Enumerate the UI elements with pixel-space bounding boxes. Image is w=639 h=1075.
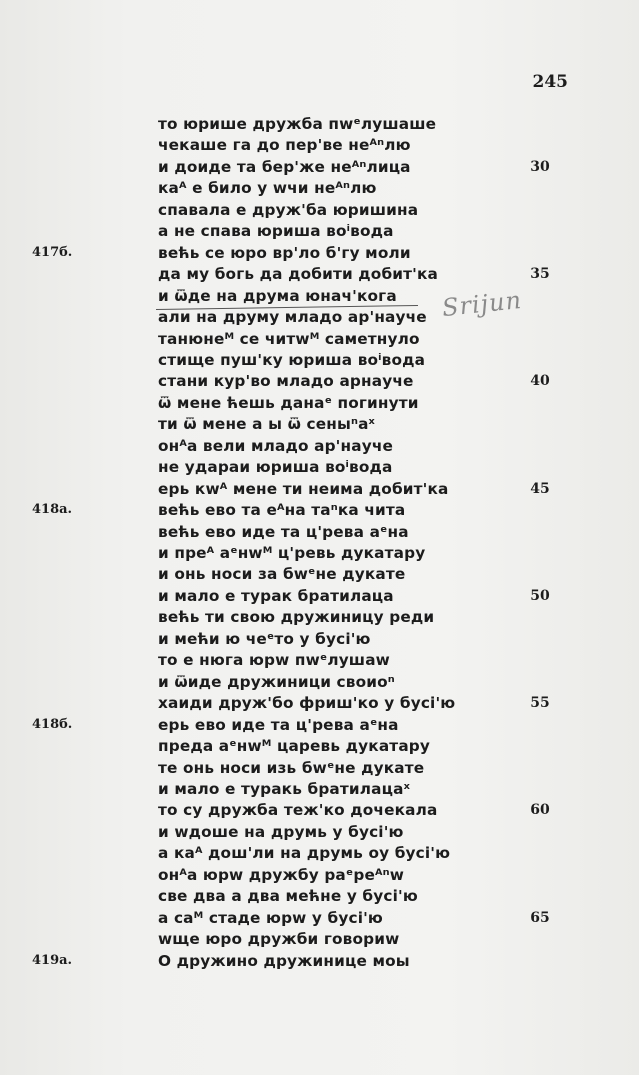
verse-line: стани кур'во младо арнауче [158, 372, 414, 390]
verse-line: да му богь да добити добит'ка [158, 265, 439, 283]
verse-line: каᴬ е било у wчи неᴬⁿлю [158, 179, 377, 197]
verse-line: а каᴬ дош'ли на друмь оу бусі'ю [158, 844, 451, 862]
folio-marker: 418а. [32, 502, 73, 517]
verse-line: већь се юро вр'ло б'гу моли [158, 244, 411, 262]
verse-line: спавала е друж'ба юришина [158, 201, 419, 219]
folio-marker: 419а. [32, 953, 73, 968]
verse-line: а не спава юриша воⁱвода [158, 222, 394, 240]
verse-line: и wдоше на друмь у бусі'ю [158, 823, 404, 841]
verse-line: преда аᵉнwᴹ царевь дукатару [158, 737, 431, 755]
verse-line: и мећи ю чеᵉто у бусі'ю [158, 630, 371, 648]
verse-line: стище пуш'ку юриша воⁱвода [158, 351, 426, 369]
verse-line: то е нюга юрw пwᵉлушаw [158, 651, 390, 669]
verse-line: и ѿде на друма юнач'кога [158, 287, 397, 305]
line-number: 30 [530, 159, 550, 175]
verse-line: и преᴬ аᵉнwᴹ ц'ревь дукатару [158, 544, 426, 562]
handwritten-annotation: Srijun [440, 285, 524, 323]
verse-line: већь ево иде та ц'рева аᵉна [158, 523, 409, 541]
folio-marker: 418б. [32, 717, 73, 732]
verse-line: већь ти свою дружиницу реди [158, 608, 435, 626]
verse-line: wще юро дружби говориw [158, 930, 400, 948]
verse-line: то юрише дружба пwᵉлушаше [158, 115, 437, 133]
verse-line: те онь носи изь бwᵉне дукате [158, 759, 425, 777]
line-number: 55 [530, 695, 550, 711]
line-number: 50 [530, 588, 550, 604]
verse-line: ерь кwᴬ мене ти неима добит'ка [158, 480, 449, 498]
verse-line: О дружино дружинице моы [158, 952, 410, 970]
verse-line: онᴬа вели младо ар'науче [158, 437, 393, 455]
verse-line: ерь ево иде та ц'рева аᵉна [158, 716, 399, 734]
verse-line: онᴬа юрw дружбу раᵉреᴬⁿw [158, 866, 405, 884]
line-number: 45 [530, 481, 550, 497]
verse-line: не удараи юриша воⁱвода [158, 458, 393, 476]
verse-line: а саᴹ стаде юрw у бусі'ю [158, 909, 383, 927]
verse-line: танюнеᴹ се читwᴹ саметнуло [158, 330, 420, 348]
verse-line: чекаше га до пер'ве неᴬⁿлю [158, 136, 411, 154]
verse-line: и мало е турак братилаца [158, 587, 394, 605]
line-number: 35 [530, 266, 550, 282]
verse-line: све два а два мећне у бусі'ю [158, 887, 418, 905]
page-number: 245 [532, 72, 568, 92]
line-number: 65 [530, 910, 550, 926]
line-number: 40 [530, 373, 550, 389]
line-number: 60 [530, 802, 550, 818]
verse-line: хаиди друж'бо фриш'ко у бусі'ю [158, 694, 456, 712]
verse-line: и ѿиде дружиници своиоⁿ [158, 673, 395, 691]
verse-line: и мало е туракь братилацаˣ [158, 780, 411, 798]
folio-marker: 417б. [32, 245, 73, 260]
verse-line: и онь носи за бwᵉне дукате [158, 565, 406, 583]
verse-line: ти ѿ мене а ы ѿ сеныⁿаˣ [158, 415, 376, 433]
verse-line: и доиде та бер'же неᴬⁿлица [158, 158, 411, 176]
verse-line: али на друму младо ар'науче [158, 308, 427, 326]
verse-line: ѿ мене ћешь данаᵉ погинути [158, 394, 419, 412]
verse-line: то су дружба теж'ко дочекала [158, 801, 438, 819]
verse-line: већь ево та еᴬна таⁿка чита [158, 501, 406, 519]
